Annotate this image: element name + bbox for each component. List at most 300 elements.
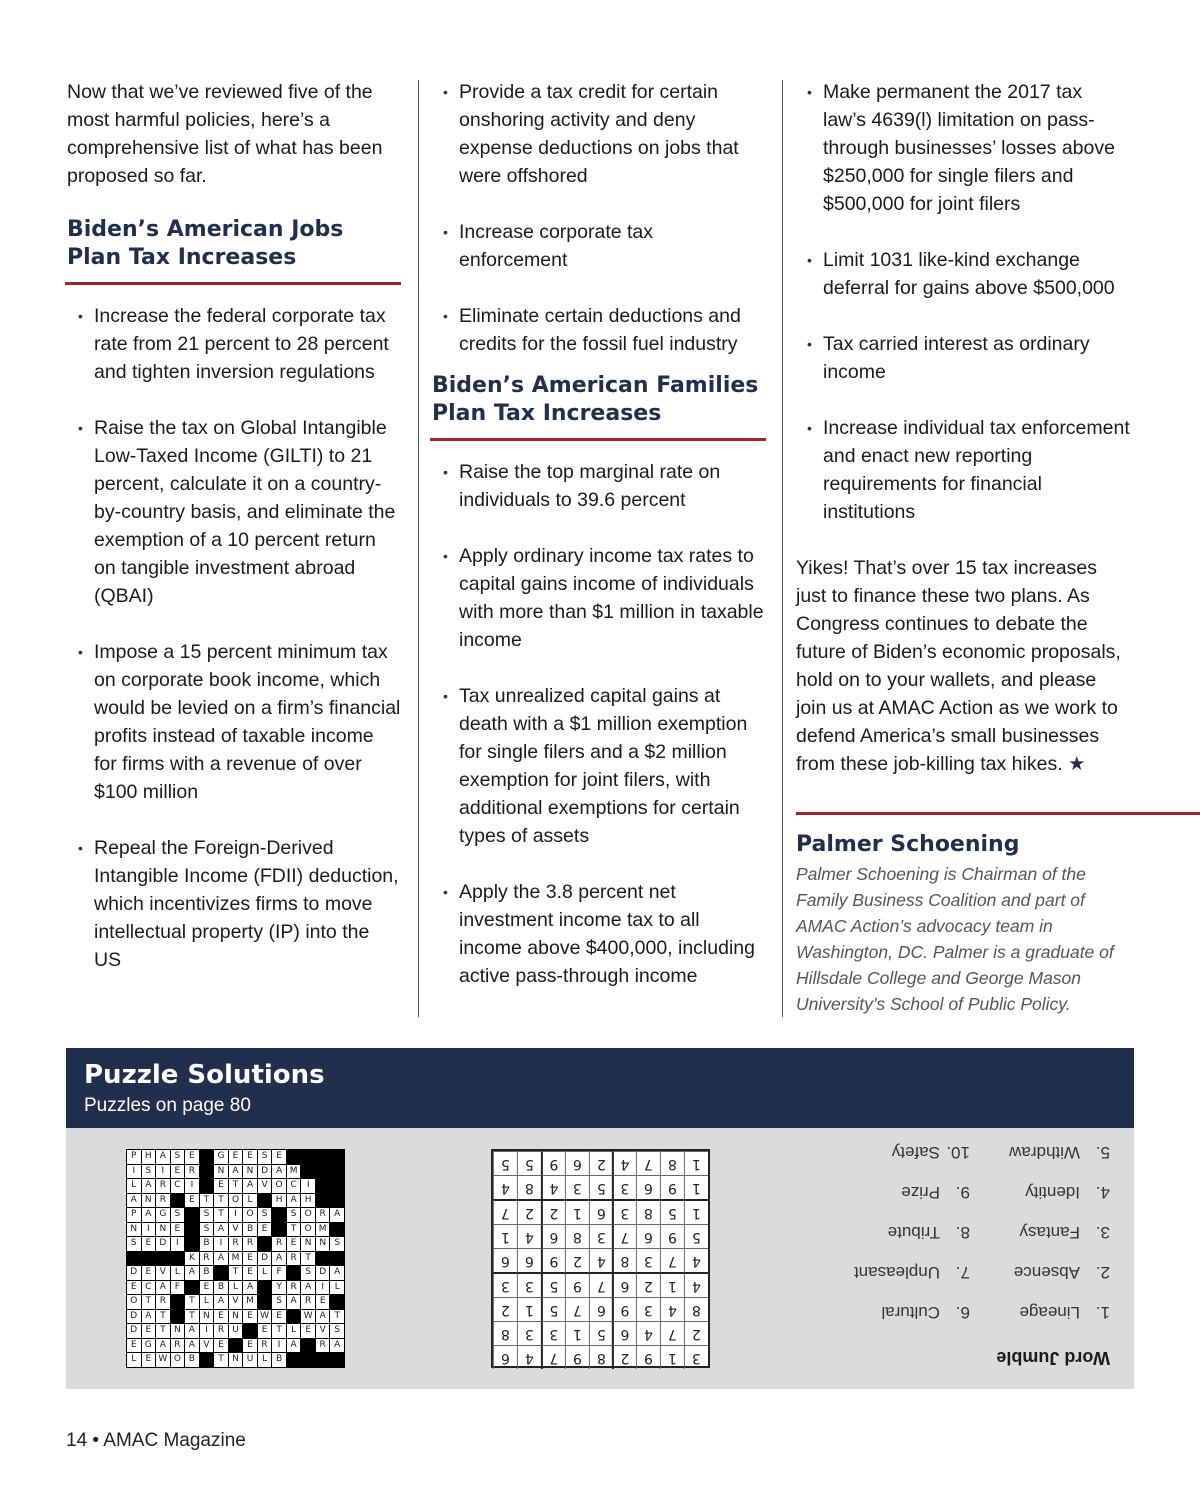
crossword-cell: L: [258, 1266, 272, 1280]
crossword-cell: W: [156, 1353, 170, 1367]
crossword-black-cell: [200, 1150, 214, 1164]
crossword-cell: A: [214, 1223, 228, 1237]
crossword-black-cell: [316, 1194, 330, 1208]
crossword-cell: W: [301, 1310, 315, 1324]
crossword-cell: S: [171, 1150, 185, 1164]
crossword-cell: M: [243, 1295, 257, 1309]
crossword-cell: T: [229, 1266, 243, 1280]
list-item: • Impose a 15 percent minimum tax on corporate book income, which would be levied on a firm’s financial profits instead of taxable income for firms with a revenue of over $100 million: [67, 638, 401, 806]
crossword-cell: O: [127, 1295, 141, 1309]
crossword-cell: C: [287, 1179, 301, 1193]
crossword-black-cell: [330, 1179, 344, 1193]
crossword-cell: R: [301, 1295, 315, 1309]
crossword-cell: P: [127, 1208, 141, 1222]
crossword-cell: R: [156, 1179, 170, 1193]
crossword-cell: Y: [272, 1281, 286, 1295]
list-item: • Provide a tax credit for certain onshoring activity and deny expense deductions on jobs that were offshored: [432, 78, 766, 190]
sudoku-cell: 8: [517, 1175, 541, 1199]
crossword-cell: M: [287, 1165, 301, 1179]
sudoku-cell: 2: [493, 1297, 517, 1321]
sudoku-cell: 7: [565, 1297, 589, 1321]
sudoku-cell: 6: [541, 1224, 565, 1248]
crossword-cell: E: [127, 1339, 141, 1353]
crossword-cell: A: [142, 1310, 156, 1324]
sudoku-cell: 3: [636, 1248, 660, 1272]
sudoku-cell: 9: [660, 1224, 684, 1248]
sudoku-cell: 1: [517, 1297, 541, 1321]
crossword-black-cell: [214, 1266, 228, 1280]
crossword-cell: N: [301, 1237, 315, 1251]
crossword-cell: E: [214, 1179, 228, 1193]
crossword-cell: I: [156, 1165, 170, 1179]
crossword-cell: O: [301, 1208, 315, 1222]
crossword-cell: G: [156, 1208, 170, 1222]
list-item: 8.Tribute: [887, 1223, 970, 1242]
crossword-cell: E: [272, 1150, 286, 1164]
crossword-cell: E: [229, 1150, 243, 1164]
sudoku-cell: 2: [565, 1248, 589, 1272]
crossword-cell: A: [243, 1179, 257, 1193]
crossword-cell: N: [229, 1353, 243, 1367]
list-item: 5.Withdraw: [1009, 1143, 1110, 1162]
crossword-cell: A: [272, 1165, 286, 1179]
list-item: • Repeal the Foreign-Derived Intangible Income (FDII) deduction, which incentivizes firms to move intellectual property (IP) into the US: [67, 834, 401, 974]
list-item: • Raise the tax on Global Intangible Low-Taxed Income (GILTI) to 21 percent, calculate it on a country-by-country basis, and eliminate the exemption of a 10 percent return on tangible investment abroad (QBAI): [67, 414, 401, 610]
crossword-cell: H: [272, 1194, 286, 1208]
sudoku-cell: 7: [541, 1345, 565, 1369]
crossword-cell: L: [229, 1281, 243, 1295]
sudoku-cell: 6: [589, 1297, 613, 1321]
crossword-black-cell: [258, 1194, 272, 1208]
crossword-cell: A: [214, 1295, 228, 1309]
crossword-cell: V: [229, 1295, 243, 1309]
sudoku-cell: 4: [517, 1345, 541, 1369]
crossword-cell: N: [156, 1223, 170, 1237]
sudoku-cell: 2: [517, 1199, 541, 1224]
crossword-cell: A: [229, 1165, 243, 1179]
crossword-cell: N: [243, 1165, 257, 1179]
sudoku-cell: 4: [636, 1321, 660, 1345]
sudoku-cell: 2: [541, 1199, 565, 1224]
conclusion-text: Yikes! That’s over 15 tax increases just to finance these two plans. As Congress continues to debate the future of Biden’s economic proposals, hold on to your wallets, and please join us at AMAC Action as we work to defend America’s small businesses from these job-killing tax hikes.: [796, 557, 1121, 775]
crossword-cell: W: [258, 1310, 272, 1324]
sudoku-cell: 3: [493, 1272, 517, 1297]
crossword-black-cell: [229, 1339, 243, 1353]
crossword-cell: S: [330, 1324, 344, 1338]
sudoku-cell: 3: [612, 1199, 636, 1224]
sudoku-cell: 1: [565, 1199, 589, 1224]
crossword-cell: L: [287, 1324, 301, 1338]
list-item: 10.Safety: [891, 1143, 970, 1162]
crossword-cell: I: [171, 1237, 185, 1251]
sudoku-solution: [491, 1149, 710, 1368]
crossword-cell: R: [171, 1339, 185, 1353]
families-plan-list-continued: [796, 78, 1130, 526]
sudoku-cell: 5: [541, 1272, 565, 1297]
sudoku-cell: 4: [684, 1248, 708, 1272]
crossword-cell: E: [243, 1339, 257, 1353]
crossword-cell: D: [156, 1237, 170, 1251]
sudoku-cell: 5: [517, 1151, 541, 1175]
list-item: • Limit 1031 like-kind exchange deferral for gains above $500,000: [796, 246, 1130, 302]
list-item: • Tax unrealized capital gains at death with a $1 million exemption for single filers and a $2 million exemption for joint filers, with additional exemptions for certain types of assets: [432, 682, 766, 850]
crossword-black-cell: [301, 1150, 315, 1164]
crossword-cell: T: [214, 1208, 228, 1222]
sudoku-cell: 9: [565, 1345, 589, 1369]
crossword-black-cell: [171, 1310, 185, 1324]
crossword-cell: E: [171, 1165, 185, 1179]
crossword-black-cell: [258, 1237, 272, 1251]
crossword-cell: B: [185, 1353, 199, 1367]
crossword-cell: I: [185, 1179, 199, 1193]
sudoku-cell: 8: [493, 1321, 517, 1345]
list-item: • Make permanent the 2017 tax law’s 4639(l) limitation on pass-through businesses’ losses above $250,000 for single filers and $500,000 for joint filers: [796, 78, 1130, 218]
crossword-cell: I: [214, 1237, 228, 1251]
crossword-black-cell: [200, 1179, 214, 1193]
list-item: 2.Absence: [1013, 1263, 1110, 1282]
crossword-cell: T: [214, 1194, 228, 1208]
crossword-black-cell: [185, 1223, 199, 1237]
crossword-cell: R: [316, 1208, 330, 1222]
crossword-cell: A: [287, 1339, 301, 1353]
sudoku-cell: 5: [589, 1321, 613, 1345]
crossword-black-cell: [330, 1150, 344, 1164]
crossword-black-cell: [316, 1353, 330, 1367]
crossword-cell: E: [214, 1339, 228, 1353]
sudoku-cell: 8: [612, 1248, 636, 1272]
crossword-cell: N: [171, 1324, 185, 1338]
crossword-cell: A: [156, 1281, 170, 1295]
crossword-cell: A: [287, 1194, 301, 1208]
crossword-black-cell: [287, 1310, 301, 1324]
crossword-black-cell: [287, 1266, 301, 1280]
crossword-cell: R: [200, 1252, 214, 1266]
conclusion-paragraph: [796, 554, 1130, 778]
sudoku-cell: 1: [493, 1224, 517, 1248]
section-divider: [430, 438, 766, 441]
crossword-cell: E: [142, 1237, 156, 1251]
crossword-cell: B: [272, 1353, 286, 1367]
crossword-cell: A: [185, 1339, 199, 1353]
crossword-cell: E: [171, 1223, 185, 1237]
crossword-cell: S: [330, 1237, 344, 1251]
sudoku-cell: 9: [565, 1272, 589, 1297]
crossword-solution: [126, 1149, 345, 1368]
sudoku-cell: 3: [517, 1321, 541, 1345]
crossword-black-cell: [272, 1208, 286, 1222]
crossword-cell: G: [214, 1150, 228, 1164]
sudoku-cell: 8: [660, 1151, 684, 1175]
crossword-cell: U: [243, 1353, 257, 1367]
crossword-cell: I: [272, 1339, 286, 1353]
crossword-cell: I: [142, 1223, 156, 1237]
sudoku-cell: 8: [684, 1297, 708, 1321]
list-item: • Apply the 3.8 percent net investment income tax to all income above $400,000, including active pass-through income: [432, 878, 766, 990]
sudoku-cell: 7: [636, 1151, 660, 1175]
crossword-cell: V: [156, 1266, 170, 1280]
sudoku-cell: 4: [589, 1248, 613, 1272]
jobs-plan-heading: Biden’s American Jobs Plan Tax Increases: [67, 217, 344, 270]
crossword-black-cell: [330, 1295, 344, 1309]
list-item: 1.Lineage: [1019, 1303, 1110, 1322]
crossword-cell: E: [316, 1295, 330, 1309]
families-plan-heading: Biden’s American Families Plan Tax Increases: [432, 373, 759, 426]
crossword-cell: P: [127, 1150, 141, 1164]
crossword-cell: O: [229, 1194, 243, 1208]
sudoku-cell: 3: [684, 1345, 708, 1369]
crossword-cell: N: [127, 1223, 141, 1237]
crossword-cell: A: [301, 1281, 315, 1295]
crossword-cell: S: [171, 1208, 185, 1222]
list-item: • Tax carried interest as ordinary income: [796, 330, 1130, 386]
crossword-cell: I: [127, 1165, 141, 1179]
crossword-cell: F: [272, 1266, 286, 1280]
crossword-cell: A: [287, 1295, 301, 1309]
crossword-cell: E: [127, 1281, 141, 1295]
crossword-cell: D: [258, 1252, 272, 1266]
sudoku-cell: 1: [565, 1321, 589, 1345]
crossword-cell: O: [272, 1179, 286, 1193]
crossword-cell: T: [156, 1324, 170, 1338]
crossword-cell: E: [200, 1281, 214, 1295]
sudoku-cell: 9: [541, 1151, 565, 1175]
crossword-cell: A: [127, 1194, 141, 1208]
crossword-cell: A: [142, 1179, 156, 1193]
crossword-cell: E: [142, 1324, 156, 1338]
crossword-black-cell: [200, 1353, 214, 1367]
crossword-black-cell: [171, 1252, 185, 1266]
sudoku-cell: 1: [684, 1199, 708, 1224]
crossword-cell: S: [142, 1165, 156, 1179]
author-divider: [796, 812, 1200, 815]
sudoku-cell: 7: [589, 1272, 613, 1297]
crossword-cell: T: [229, 1179, 243, 1193]
sudoku-cell: 6: [636, 1175, 660, 1199]
crossword-cell: K: [185, 1252, 199, 1266]
crossword-cell: O: [171, 1353, 185, 1367]
crossword-cell: R: [156, 1295, 170, 1309]
sudoku-cell: 5: [684, 1224, 708, 1248]
crossword-cell: C: [142, 1281, 156, 1295]
sudoku-cell: 7: [660, 1248, 684, 1272]
crossword-black-cell: [185, 1208, 199, 1222]
sudoku-cell: 2: [589, 1151, 613, 1175]
crossword-cell: N: [229, 1310, 243, 1324]
crossword-black-cell: [316, 1179, 330, 1193]
list-item: 3.Fantasy: [1019, 1223, 1110, 1242]
sudoku-cell: 1: [660, 1272, 684, 1297]
list-item: 9.Prize: [901, 1183, 970, 1202]
crossword-cell: E: [243, 1150, 257, 1164]
jumble-list-left: [1009, 1132, 1110, 1332]
crossword-black-cell: [330, 1353, 344, 1367]
crossword-cell: A: [156, 1339, 170, 1353]
crossword-cell: H: [142, 1150, 156, 1164]
column-divider-right: [782, 80, 783, 1017]
crossword-cell: B: [214, 1281, 228, 1295]
crossword-cell: N: [142, 1194, 156, 1208]
puzzle-solutions-header: [66, 1048, 1134, 1128]
sudoku-cell: 8: [565, 1224, 589, 1248]
crossword-cell: R: [287, 1281, 301, 1295]
crossword-cell: S: [301, 1266, 315, 1280]
crossword-black-cell: [330, 1194, 344, 1208]
crossword-cell: S: [127, 1237, 141, 1251]
crossword-cell: M: [316, 1223, 330, 1237]
word-jumble-solution: [830, 1140, 1120, 1376]
sudoku-cell: 4: [684, 1272, 708, 1297]
sudoku-cell: 6: [636, 1224, 660, 1248]
crossword-cell: V: [229, 1223, 243, 1237]
crossword-cell: U: [229, 1324, 243, 1338]
list-item: • Increase the federal corporate tax rate from 21 percent to 28 percent and tighten inversion regulations: [67, 302, 401, 386]
crossword-cell: E: [142, 1266, 156, 1280]
crossword-cell: T: [287, 1223, 301, 1237]
crossword-black-cell: [301, 1339, 315, 1353]
column-1: [67, 78, 401, 1002]
crossword-cell: D: [127, 1324, 141, 1338]
crossword-black-cell: [330, 1223, 344, 1237]
sudoku-cell: 6: [517, 1248, 541, 1272]
crossword-black-cell: [316, 1150, 330, 1164]
crossword-cell: N: [316, 1237, 330, 1251]
sudoku-cell: 1: [684, 1175, 708, 1199]
sudoku-cell: 3: [589, 1224, 613, 1248]
crossword-cell: S: [258, 1208, 272, 1222]
list-item: • Increase corporate tax enforcement: [432, 218, 766, 274]
sudoku-cell: 3: [517, 1272, 541, 1297]
crossword-cell: A: [272, 1252, 286, 1266]
crossword-cell: A: [185, 1266, 199, 1280]
crossword-cell: R: [243, 1237, 257, 1251]
crossword-cell: S: [287, 1208, 301, 1222]
crossword-cell: R: [258, 1339, 272, 1353]
crossword-cell: T: [330, 1310, 344, 1324]
crossword-black-cell: [287, 1353, 301, 1367]
author-bio: Palmer Schoening is Chairman of the Family Business Coalition and part of AMAC Action’s advocacy team in Washington, DC. Palmer is a graduate of Hillsdale College and George Mason University’s School of Public Policy.: [796, 864, 1114, 1014]
crossword-cell: R: [287, 1252, 301, 1266]
crossword-cell: T: [156, 1310, 170, 1324]
crossword-cell: T: [142, 1295, 156, 1309]
sudoku-cell: 7: [660, 1321, 684, 1345]
crossword-cell: N: [200, 1310, 214, 1324]
crossword-cell: A: [330, 1208, 344, 1222]
crossword-cell: B: [243, 1223, 257, 1237]
crossword-black-cell: [156, 1252, 170, 1266]
crossword-cell: A: [330, 1339, 344, 1353]
sudoku-cell: 6: [565, 1151, 589, 1175]
crossword-cell: D: [127, 1266, 141, 1280]
sudoku-cell: 7: [493, 1199, 517, 1224]
crossword-cell: L: [330, 1281, 344, 1295]
sudoku-cell: 9: [612, 1297, 636, 1321]
crossword-black-cell: [316, 1252, 330, 1266]
crossword-black-cell: [330, 1165, 344, 1179]
crossword-black-cell: [301, 1165, 315, 1179]
crossword-cell: L: [243, 1194, 257, 1208]
crossword-cell: E: [243, 1252, 257, 1266]
crossword-cell: T: [185, 1295, 199, 1309]
star-icon: ★: [1068, 753, 1086, 775]
crossword-cell: V: [200, 1339, 214, 1353]
sudoku-cell: 4: [612, 1151, 636, 1175]
sudoku-cell: 4: [541, 1175, 565, 1199]
crossword-cell: E: [185, 1194, 199, 1208]
crossword-black-cell: [243, 1324, 257, 1338]
crossword-cell: E: [243, 1310, 257, 1324]
crossword-black-cell: [127, 1252, 141, 1266]
sudoku-cell: 9: [660, 1175, 684, 1199]
crossword-cell: H: [301, 1194, 315, 1208]
crossword-black-cell: [272, 1223, 286, 1237]
crossword-cell: I: [200, 1324, 214, 1338]
crossword-black-cell: [200, 1165, 214, 1179]
sudoku-cell: 5: [493, 1151, 517, 1175]
crossword-cell: A: [316, 1310, 330, 1324]
author-name: Palmer Schoening: [796, 832, 1020, 857]
crossword-cell: E: [258, 1223, 272, 1237]
crossword-cell: I: [316, 1281, 330, 1295]
crossword-cell: I: [301, 1179, 315, 1193]
jumble-list-right: [854, 1132, 970, 1332]
sudoku-cell: 4: [660, 1297, 684, 1321]
sudoku-cell: 6: [589, 1199, 613, 1224]
sudoku-cell: 2: [636, 1272, 660, 1297]
crossword-cell: V: [258, 1179, 272, 1193]
sudoku-cell: 6: [612, 1272, 636, 1297]
crossword-cell: A: [243, 1281, 257, 1295]
crossword-cell: I: [229, 1208, 243, 1222]
crossword-cell: E: [258, 1324, 272, 1338]
crossword-cell: B: [200, 1266, 214, 1280]
crossword-black-cell: [330, 1252, 344, 1266]
sudoku-cell: 2: [684, 1321, 708, 1345]
crossword-cell: S: [200, 1208, 214, 1222]
crossword-cell: T: [214, 1353, 228, 1367]
crossword-cell: B: [200, 1237, 214, 1251]
list-item: • Increase individual tax enforcement and enact new reporting requirements for financial institutions: [796, 414, 1130, 526]
sudoku-cell: 8: [589, 1345, 613, 1369]
sudoku-cell: 7: [612, 1224, 636, 1248]
crossword-cell: T: [185, 1310, 199, 1324]
crossword-cell: L: [200, 1295, 214, 1309]
crossword-cell: S: [272, 1295, 286, 1309]
crossword-cell: E: [301, 1324, 315, 1338]
crossword-cell: O: [243, 1208, 257, 1222]
crossword-cell: R: [214, 1324, 228, 1338]
crossword-cell: L: [258, 1353, 272, 1367]
list-item: 6.Cultural: [881, 1303, 970, 1322]
crossword-black-cell: [185, 1281, 199, 1295]
column-3: [796, 78, 1130, 806]
crossword-cell: A: [185, 1324, 199, 1338]
crossword-cell: R: [229, 1237, 243, 1251]
sudoku-cell: 5: [660, 1199, 684, 1224]
sudoku-cell: 5: [541, 1297, 565, 1321]
crossword-cell: T: [301, 1252, 315, 1266]
crossword-cell: V: [316, 1324, 330, 1338]
crossword-cell: T: [272, 1324, 286, 1338]
sudoku-cell: 3: [612, 1175, 636, 1199]
crossword-cell: M: [229, 1252, 243, 1266]
crossword-cell: D: [258, 1165, 272, 1179]
sudoku-cell: 3: [541, 1321, 565, 1345]
crossword-cell: N: [214, 1165, 228, 1179]
crossword-cell: A: [214, 1252, 228, 1266]
crossword-cell: L: [127, 1179, 141, 1193]
crossword-black-cell: [142, 1252, 156, 1266]
sudoku-cell: 9: [636, 1345, 660, 1369]
